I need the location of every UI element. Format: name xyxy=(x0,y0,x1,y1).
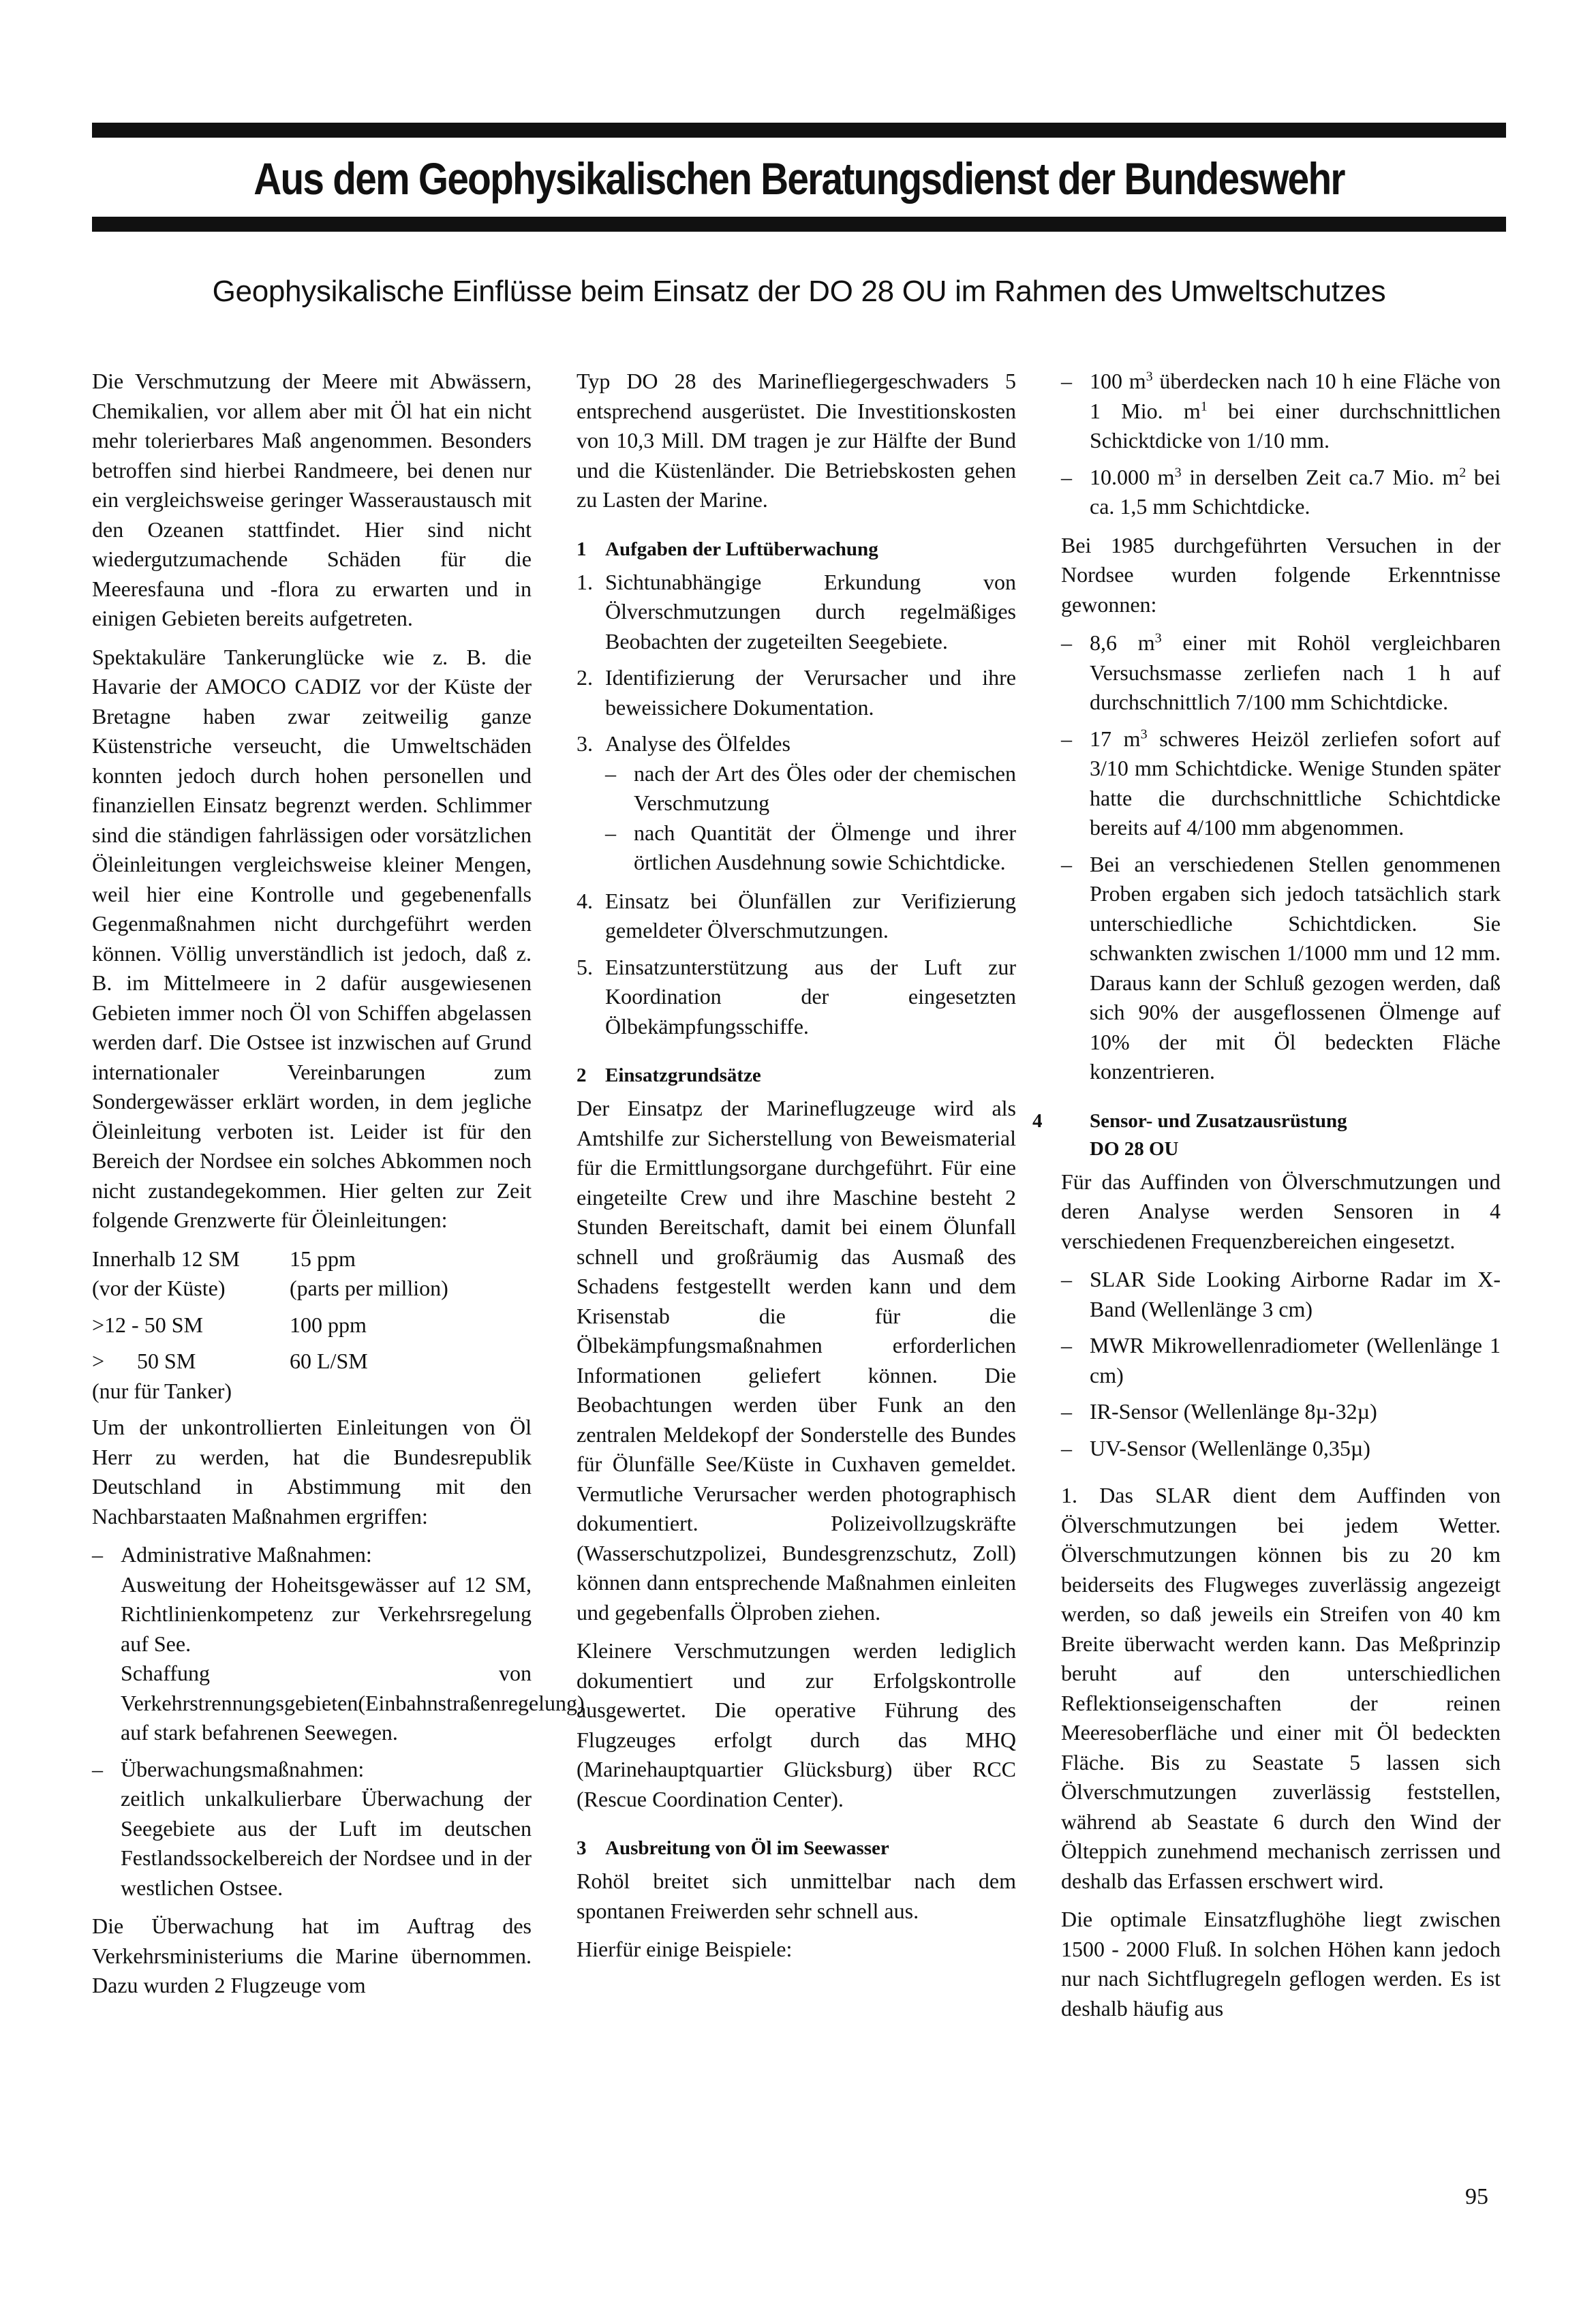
page-number: 95 xyxy=(1465,2184,1488,2209)
section-number: 2 xyxy=(577,1064,587,1086)
item-text: Identifizierung der Verursacher und ihre beweissichere Dokumentation. xyxy=(605,665,1016,720)
section-title: Aufgaben der Luftüberwachung xyxy=(605,538,878,560)
column-2 xyxy=(577,367,1016,1974)
section-number: 3 xyxy=(577,1837,587,1859)
list-item xyxy=(92,1540,585,1748)
list-item xyxy=(1061,628,1501,718)
masthead: Aus dem Geophysikalischen Beratungsdienst der Bundeswehr xyxy=(254,153,1345,204)
sub-item: – nach der Art des Öles oder der chemischen Verschmutzung xyxy=(605,759,1016,818)
tasks-list xyxy=(577,568,1016,1042)
list-item xyxy=(577,729,1016,878)
item-number: 2. xyxy=(577,665,593,690)
section-heading xyxy=(577,536,1016,564)
sub-list xyxy=(605,759,1016,878)
limits-table xyxy=(92,1244,532,1407)
list-item: – SLAR Side Looking Airborne Radar im X-Band (Wellenlänge 3 cm) xyxy=(1061,1265,1501,1324)
item-text: Sichtunabhängige Erkundung von Ölverschmutzungen durch regelmäßiges Beobachten der zugeteilten Seegebiete. xyxy=(605,569,1016,654)
paragraph: Der Einsatpz der Marineflugzeuge wird als Amtshilfe zur Sicherstellung von Beweismaterial für die Ermittlungsorgane durchgeführt. Für eine eingeteilte Crew und ihre Maschine besteht 2 Stunden Bereitschaft, damit bei einem Ölunfall schnell und großräumig das Ausmaß des Schadens festgestellt werden kann und dem Krisenstab die für die Ölbekämpfungsmaßnahmen erforderlichen Informationen geliefert können. Die Beobachtungen werden über Funk an den zentralen Meldekopf der Sonderstelle des Bundes für Ölunfälle See/Küste in Cuxhaven gemeldet. Vermutliche Verursacher werden photographisch dokumentiert. Polizeivollzugskräfte (Wasserschutzpolizei, Bundesgrenzschutz, Zoll) können dann entsprechende Maßnahmen einleiten und gegebenfalls Ölproben ziehen. xyxy=(577,1096,1016,1625)
limit-zone: > 50 SM xyxy=(92,1349,196,1373)
paragraph: Für das Auffinden von Ölverschmutzungen und deren Analyse werden Sensoren in 4 verschiedenen Frequenzbereichen eingesetzt. xyxy=(1061,1169,1501,1253)
list-item: – IR-Sensor (Wellenlänge 8µ-32µ) xyxy=(1061,1397,1501,1427)
column-3 xyxy=(1032,367,1501,2032)
section-heading xyxy=(1032,1107,1501,1163)
paragraph: Hierfür einige Beispiele: xyxy=(577,1937,793,1961)
superscript: 3 xyxy=(1154,630,1162,646)
item-text: Analyse des Ölfeldes xyxy=(605,731,791,756)
section-title: Sensor- und Zusatzausrüstung xyxy=(1090,1109,1347,1132)
section-number: 4 xyxy=(1032,1109,1043,1132)
section-title: Einsatzgrundsätze xyxy=(605,1064,761,1086)
paragraph: Die Verschmutzung der Meere mit Abwässern, Chemikalien, vor allem aber mit Öl hat ein nicht mehr tolerierbares Maß angenommen. Besonders betroffen sind hierbei Randmeere, bei denen nur ein vergleichsweise geringer Wasseraustausch mit den Ozeanen stattfindet. Hier sind nicht wiedergutzumachende Schäden für die Meeresfauna und -flora zu erwarten und in einigen Gebieten bereits aufgetreten. xyxy=(92,369,532,630)
item-text: Einsatz bei Ölunfällen zur Verifizierung gemeldeter Ölverschmutzungen. xyxy=(605,888,1016,942)
examples-list xyxy=(1061,367,1501,522)
list-item xyxy=(1061,724,1501,843)
paragraph: Typ DO 28 des Marinefliegergeschwaders 5 entsprechend ausgerüstet. Die Investitionskosten von 10,3 Mill. DM tragen je zur Hälfte der Bund und die Küstenländer. Die Betriebskosten gehen zu Lasten der Marine. xyxy=(577,369,1016,512)
top-rule xyxy=(92,123,1506,138)
limit-value xyxy=(290,1377,532,1407)
limit-zone: (nur für Tanker) xyxy=(92,1378,232,1403)
list-item: – UV-Sensor (Wellenlänge 0,35µ) xyxy=(1061,1434,1501,1464)
measure-text: Schaffung von Verkehrstrennungsgebieten(Einbahnstraßenregelung) auf stark befahrenen Seewegen. xyxy=(121,1661,585,1745)
text: 10.000 m xyxy=(1090,464,1175,489)
sensors-list xyxy=(1061,1265,1501,1463)
measure-title: – Überwachungsmaßnahmen: xyxy=(121,1756,365,1781)
section-number: 1 xyxy=(577,538,587,560)
text: einer mit Rohöl vergleichbaren Versuchsmasse zerliefen nach 1 h auf durchschnittlich 7/100 mm Schichtdicke. xyxy=(1090,630,1501,714)
list-item xyxy=(1061,367,1501,456)
text: überdecken nach 10 h eine Fläche von 1 Mio. m xyxy=(1090,369,1501,423)
measure-title: – Administrative Maßnahmen: xyxy=(121,1542,372,1567)
limit-zone: >12 - 50 SM xyxy=(92,1312,203,1337)
list-item xyxy=(577,953,1016,1042)
item-number: 3. xyxy=(577,731,593,756)
measures-list xyxy=(92,1540,585,1903)
limit-zone: (vor der Küste) xyxy=(92,1276,226,1300)
list-item: – MWR Mikrowellenradiometer (Wellenlänge 1 cm) xyxy=(1061,1331,1501,1390)
section-title: DO 28 OU xyxy=(1090,1137,1179,1160)
masthead-rule xyxy=(92,217,1506,232)
paragraph: Die optimale Einsatzflughöhe liegt zwischen 1500 - 2000 Fluß. In solchen Höhen kann jedoch nur nach Sichtflugregeln geflogen werden. Es ist deshalb häufig aus xyxy=(1061,1907,1501,2021)
list-item: – Bei an verschiedenen Stellen genommenen Proben ergaben sich jedoch tatsächlich stark unterschiedliche Schichtdicken. Sie schwankten zwischen 1/1000 mm und 12 mm. Daraus kann der Schluß gezogen werden, daß sich 90% der ausgeflossenen Ölmenge auf 10% der mit Öl bedeckten Fläche konzentrieren. xyxy=(1061,850,1501,1087)
paragraph: Um der unkontrollierten Einleitungen von Öl Herr zu werden, hat die Bundesrepublik Deutschland in Abstimmung mit den Nachbarstaaten Maßnahmen ergriffen: xyxy=(92,1415,532,1529)
superscript: 3 xyxy=(1146,369,1153,384)
limit-value: 60 L/SM xyxy=(290,1349,368,1373)
limit-zone: Innerhalb 12 SM xyxy=(92,1246,240,1271)
item-number: 4. xyxy=(577,888,593,913)
measure-text: Ausweitung der Hoheitsgewässer auf 12 SM, Richtlinienkompetenz zur Verkehrsregelung auf See. xyxy=(121,1571,532,1656)
section-title: Ausbreitung von Öl im Seewasser xyxy=(605,1837,889,1859)
section-heading xyxy=(577,1835,1016,1862)
paragraph: Spektakuläre Tankerunglücke wie z. B. die Havarie der AMOCO CADIZ vor der Küste der Bretagne haben zwar zeitweilig ganze Küstenstriche verseucht, die Umweltschäden konnten jedoch durch hohen personellen und finanziellen Einsatz begrenzt werden. Schlimmer sind die ständigen fahrlässigen oder vorsätzlichen Öleinleitungen vergleichsweise kleiner Mengen, weil hier eine Kontrolle und gegebenenfalls Gegenmaßnahmen nicht durchgeführt werden können. Völlig unverständlich ist jedoch, daß z. B. im Mittelmeere in 2 dafür ausgewiesenen Gebieten immer noch Öl von Schiffen abgelassen werden darf. Die Ostsee ist inzwischen auf Grund internationaler Vereinbarungen zum Sondergewässer erklärt worden, in dem jegliche Öleinleitung verboten ist. Leider ist für den Bereich der Nordsee ein solches Abkommen noch nicht zustandegekommen. Hier gelten zur Zeit folgende Grenzwerte für Öleinleitungen: xyxy=(92,644,532,1232)
paragraph: Die Überwachung hat im Auftrag des Verkehrsministeriums die Marine übernommen. Dazu wurden 2 Flugzeuge vom xyxy=(92,1914,532,1997)
paragraph: Rohöl breitet sich unmittelbar nach dem spontanen Freiwerden sehr schnell aus. xyxy=(577,1869,1016,1923)
article-title: Geophysikalische Einflüsse beim Einsatz der DO 28 OU im Rahmen des Umweltschutzes xyxy=(212,275,1386,308)
limit-value: 15 ppm xyxy=(290,1246,356,1271)
list-item xyxy=(577,568,1016,657)
text: 100 m xyxy=(1090,369,1146,393)
item-text: Einsatzunterstützung aus der Luft zur Koordination der eingesetzten Ölbekämpfungsschiffe. xyxy=(605,954,1016,1039)
list-item xyxy=(577,663,1016,722)
limit-value: 100 ppm xyxy=(290,1312,367,1337)
paragraph: Kleinere Verschmutzungen werden lediglich dokumentiert und zur Erfolgskontrolle ausgewertet. Die operative Führung des Flugzeuges erfolgt durch das MHQ (Marinehauptquartier Glücksburg) über RCC (Rescue Coordination Center). xyxy=(577,1638,1016,1811)
findings-list xyxy=(1061,628,1501,1087)
superscript: 3 xyxy=(1140,726,1148,741)
text: 17 m xyxy=(1090,726,1141,751)
superscript: 2 xyxy=(1459,464,1467,480)
list-item xyxy=(577,887,1016,946)
limit-value: (parts per million) xyxy=(290,1276,448,1300)
text: bei einer durchschnittlichen Schicktdicke von 1/10 mm. xyxy=(1090,398,1501,452)
section-heading xyxy=(577,1062,1016,1090)
sub-item: – nach Quantität der Ölmenge und ihrer örtlichen Ausdehnung sowie Schichtdicke. xyxy=(605,818,1016,878)
text: 8,6 m xyxy=(1090,630,1155,655)
text: schweres Heizöl zerliefen sofort auf 3/10 mm Schichtdicke. Wenige Stunden später hatte die durchschnittliche Schichtdicke bereits auf 4/100 mm abgenommen. xyxy=(1090,726,1501,840)
paragraph: 1. Das SLAR dient dem Auffinden von Ölverschmutzungen bei jedem Wetter. Ölverschmutzungen können bis zu 20 km beiderseits des Flugweges zuverlässig angezeigt werden, so daß jeweils ein Streifen von 40 km Breite überwacht werden kann. Das Meßprinzip beruht auf den unterschiedlichen Reflektionseigenschaften der reinen Meeresoberfläche und einer mit Öl bedeckten Fläche. Bis zu Seastate 5 lassen sich Ölverschmutzungen zuverlässig feststellen, während ab Seastate 6 durch den Wind der Ölteppich zunehmend mechanisch zerrissen und deshalb das Erfassen erschwert wird. xyxy=(1061,1483,1501,1893)
list-item xyxy=(92,1755,532,1903)
item-number: 5. xyxy=(577,954,593,979)
text: bei ca. 1,5 mm Schichtdicke. xyxy=(1090,464,1501,519)
paragraph: Bei 1985 durchgeführten Versuchen in der Nordsee wurden folgende Erkenntnisse gewonnen: xyxy=(1061,532,1501,617)
measure-text: zeitlich unkalkulierbare Überwachung der Seegebiete aus der Luft im deutschen Festlandssockelbereich der Nordsee und in der westlichen Ostsee. xyxy=(121,1786,532,1900)
column-1 xyxy=(92,367,585,2010)
superscript: 3 xyxy=(1174,464,1182,480)
text: in derselben Zeit ca.7 Mio. m xyxy=(1181,464,1460,489)
item-number: 1. xyxy=(577,569,593,594)
superscript: 1 xyxy=(1200,398,1208,414)
list-item xyxy=(1061,463,1501,522)
